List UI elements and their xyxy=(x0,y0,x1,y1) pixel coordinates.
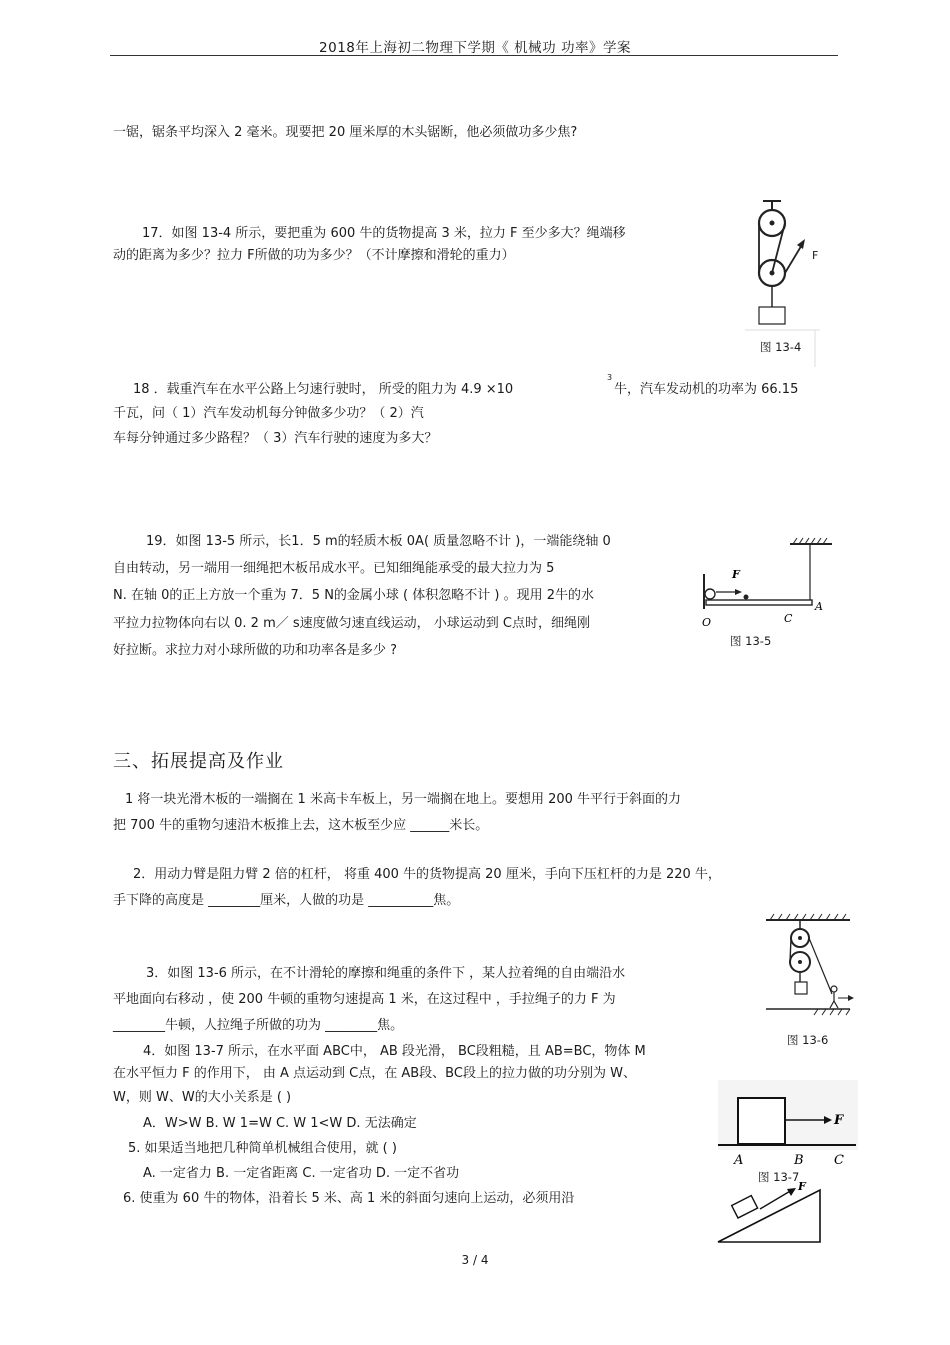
pulley-person-diagram xyxy=(762,910,854,1020)
text-line: 车每分钟通过多少路程？（ 3）汽车行驶的速度为多大？ xyxy=(113,431,438,446)
text-line: 把 700 牛的重物匀速沿木板推上去，这木板至少应 ______米长。 xyxy=(113,818,489,833)
text-line: 4．如图 13-7 所示，在水平面 ABC中， AB 段光滑， BC段粗糙，且 AB=BC，物体 M xyxy=(143,1044,646,1059)
text-line: ________牛顿，人拉绳子所做的功为 ________焦。 xyxy=(113,1018,404,1033)
force-label: F xyxy=(798,1180,806,1193)
text-line: N. 在轴 0的正上方放一个重为 7．5 N的金属小球 ( 体积忽略不计 ) 。现用 2牛的水 xyxy=(113,588,595,603)
figure-caption: 图 13-7 xyxy=(758,1170,800,1184)
force-label: F xyxy=(732,568,740,581)
text-line: 17．如图 13-4 所示，要把重为 600 牛的货物提高 3 米，拉力 F 至少多大？绳端移 xyxy=(142,226,626,241)
text-line: 1 将一块光滑木板的一端搁在 1 米高卡车板上，另一端搁在地上。要想用 200 牛平行于斜面的力 xyxy=(125,792,682,807)
page-number: 3 / 4 xyxy=(461,1253,489,1267)
lever-board-diagram xyxy=(700,534,835,634)
page-header-title: 2018年上海初二物理下学期《 机械功 功率》学案 xyxy=(319,40,631,56)
figure-13-7 xyxy=(718,1080,858,1185)
point-label: A xyxy=(734,1153,744,1168)
answer-options: A. 一定省力 B. 一定省距离 C. 一定省功 D. 一定不省功 xyxy=(143,1166,460,1181)
text-line: 6. 使重为 60 牛的物体，沿着长 5 米、高 1 米的斜面匀速向上运动，必须用沿 xyxy=(123,1191,575,1206)
text-line: 一锯，锯条平均深入 2 毫米。现要把 20 厘米厚的木头锯断，他必须做功多少焦? xyxy=(113,125,578,140)
text-line: 自由转动，另一端用一细绳把木板吊成水平。已知细绳能承受的最大拉力为 5 xyxy=(113,561,555,576)
figure-13-5 xyxy=(700,534,835,654)
text-line: W，则 W、W的大小关系是 ( ) xyxy=(113,1090,292,1105)
figure-caption: 图 13-5 xyxy=(730,634,772,648)
figure-13-6 xyxy=(762,910,854,1050)
point-label: A xyxy=(815,600,823,613)
text-line: 5. 如果适当地把几种简单机械组合使用，就 ( ) xyxy=(128,1141,397,1156)
text-line: 平地面向右移动 ，使 200 牛顿的重物匀速提高 1 米，在这过程中 ，手拉绳子的力 F 为 xyxy=(113,992,616,1007)
figure-caption: 图 13-4 xyxy=(760,340,802,354)
figure-incline xyxy=(716,1180,828,1248)
force-label: F xyxy=(834,1113,844,1128)
text-line: 平拉力拉物体向右以 0. 2 m／ s速度做匀速直线运动， 小球运动到 C点时，细绳刚 xyxy=(113,616,590,631)
text-line: 好拉断。求拉力对小球所做的功和功率各是多少 ? xyxy=(113,643,398,658)
text-line: 动的距离为多少？拉力 F所做的功为多少？（不计摩擦和滑轮的重力） xyxy=(113,248,515,263)
text-line: 2．用动力臂是阻力臂 2 倍的杠杆， 将重 400 牛的货物提高 20 厘米，手向下压杠杆的力是 220 牛， xyxy=(133,867,721,882)
text-line: 牛，汽车发动机的功率为 66.15 xyxy=(614,382,799,397)
text-line: 在水平恒力 F 的作用下， 由 A 点运动到 C点，在 AB段、BC段上的拉力做的功分别为 W、 xyxy=(113,1066,636,1081)
figure-13-4 xyxy=(745,195,820,370)
text-line: 19．如图 13-5 所示，长1．5 m的轻质木板 0A( 质量忽略不计 )，一端能绕轴 0 xyxy=(146,534,611,549)
force-label: F xyxy=(812,249,819,262)
point-label: C xyxy=(784,612,793,625)
point-label: O xyxy=(702,616,712,629)
inclined-plane-diagram xyxy=(716,1180,828,1248)
text-line: 3．如图 13-6 所示，在不计滑轮的摩擦和绳重的条件下 ，某人拉着绳的自由端沿水 xyxy=(146,966,626,981)
text-line: 手下降的高度是 ________厘米，人做的功是 __________焦。 xyxy=(113,893,460,908)
text-line: 千瓦，问（ 1）汽车发动机每分钟做多少功？（ 2）汽 xyxy=(113,406,424,421)
header-divider xyxy=(110,55,838,56)
section-heading: 三、拓展提高及作业 xyxy=(113,751,284,772)
superscript: 3 xyxy=(607,373,613,382)
answer-options: A．W>W B. W 1=W C. W 1<W D. 无法确定 xyxy=(143,1116,417,1131)
text-line: 18 ．载重汽车在水平公路上匀速行驶时， 所受的阻力为 4.9 ×10 xyxy=(133,382,514,397)
figure-caption: 图 13-6 xyxy=(787,1033,829,1047)
point-label: C xyxy=(834,1153,844,1168)
point-label: B xyxy=(794,1153,804,1168)
